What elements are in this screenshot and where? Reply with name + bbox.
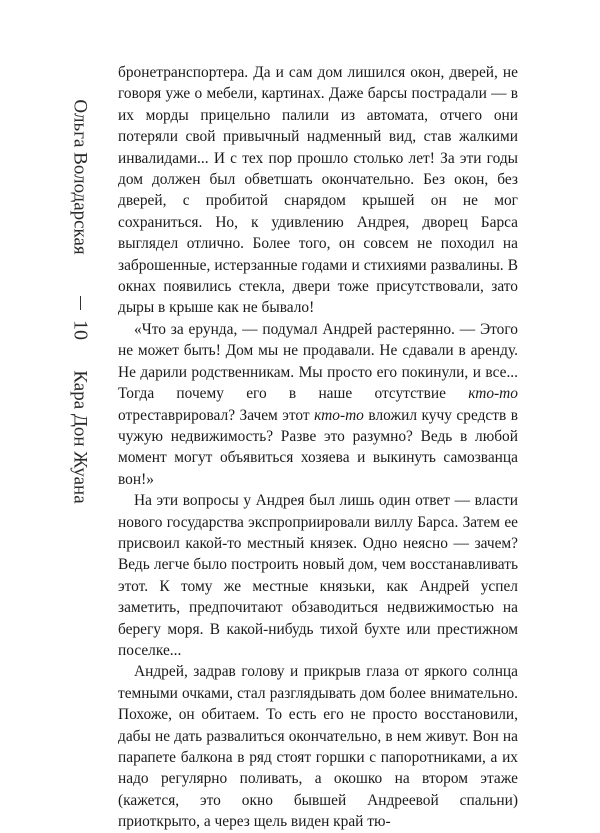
running-head bbox=[50, 60, 110, 660]
page-number: 10 bbox=[69, 320, 92, 340]
paragraph-2-italic-b: кто-то bbox=[314, 406, 364, 424]
paragraph-2-text-c: вложил кучу средств в чужую недвижимость? Разве это разумно? Ведь в любой момент могут объявиться хозяева и выкинуть самозванца вон!» bbox=[118, 406, 518, 488]
paragraph-3-text: На эти вопросы у Андрея был лишь один ответ — власти нового государства экспроприировали виллу Барса. Затем ее присвоил какой-то местный князек. Одно неясно — зачем? Ведь легче было построить новый дом, чем восстанавливать этот. К тому же местные князьки, как Андрей успел заметить, предпочитают обзаводиться недвижимостью на берегу моря. В какой-нибудь тихой бухте или престижном поселке... bbox=[118, 492, 518, 659]
paragraph-2-text-b: отреставрировал? Зачем этот bbox=[118, 406, 315, 424]
running-head-divider bbox=[80, 296, 81, 310]
paragraph-3 bbox=[118, 490, 518, 661]
body-text bbox=[118, 62, 518, 833]
paragraph-2-text-a: «Что за ерунда, — подумал Андрей растерянно. — Этого не может быть! Дом мы не продавали. Не сдавали в аренду. Не дарили родственникам. Мы просто его покинули, и все... Тогда почему его в наше отсутствие bbox=[118, 320, 518, 403]
paragraph-1 bbox=[118, 62, 518, 319]
running-head-author: Ольга Володарская bbox=[69, 99, 91, 255]
paragraph-2 bbox=[118, 319, 518, 490]
paragraph-4 bbox=[118, 661, 518, 832]
paragraph-4-text: Андрей, задрав голову и прикрыв глаза от яркого солнца темными очками, стал разглядывать дом более внимательно. Похоже, он обитаем. То есть его не просто восстановили, дабы не дать развалиться окончательно, в нем живут. Вон на парапете балкона в ряд стоят горшки с папоротниками, а их надо регулярно поливать, а окошко на втором этаже (кажется, это окно бывшей Андреевой спальни) приоткрыто, а через щель виден край тю- bbox=[118, 663, 518, 831]
running-head-book-title: Кара Дон Жуана bbox=[69, 370, 91, 504]
paragraph-2-italic-a: кто-то bbox=[468, 385, 518, 403]
paragraph-1-text: бронетранспортера. Да и сам дом лишился окон, дверей, не говоря уже о мебели, картинах. Даже барсы пострадали — в их морды прицельно палили из автомата, отчего они потеряли свой привычный надменный вид, став жалкими инвалидами... И с тех пор прошло столько лет! За эти годы дом должен был обветшать окончательно. Без окон, без дверей, с пробитой снарядом крышей он не мог сохраниться. Но, к удивлению Андрея, дворец Барса выглядел отлично. Более того, он совсем не походил на заброшенные, истерзанные годами и стихиями развалины. В окнах появились стекла, двери тоже присутствовали, зато дыры в крыше как не бывало! bbox=[118, 64, 518, 317]
